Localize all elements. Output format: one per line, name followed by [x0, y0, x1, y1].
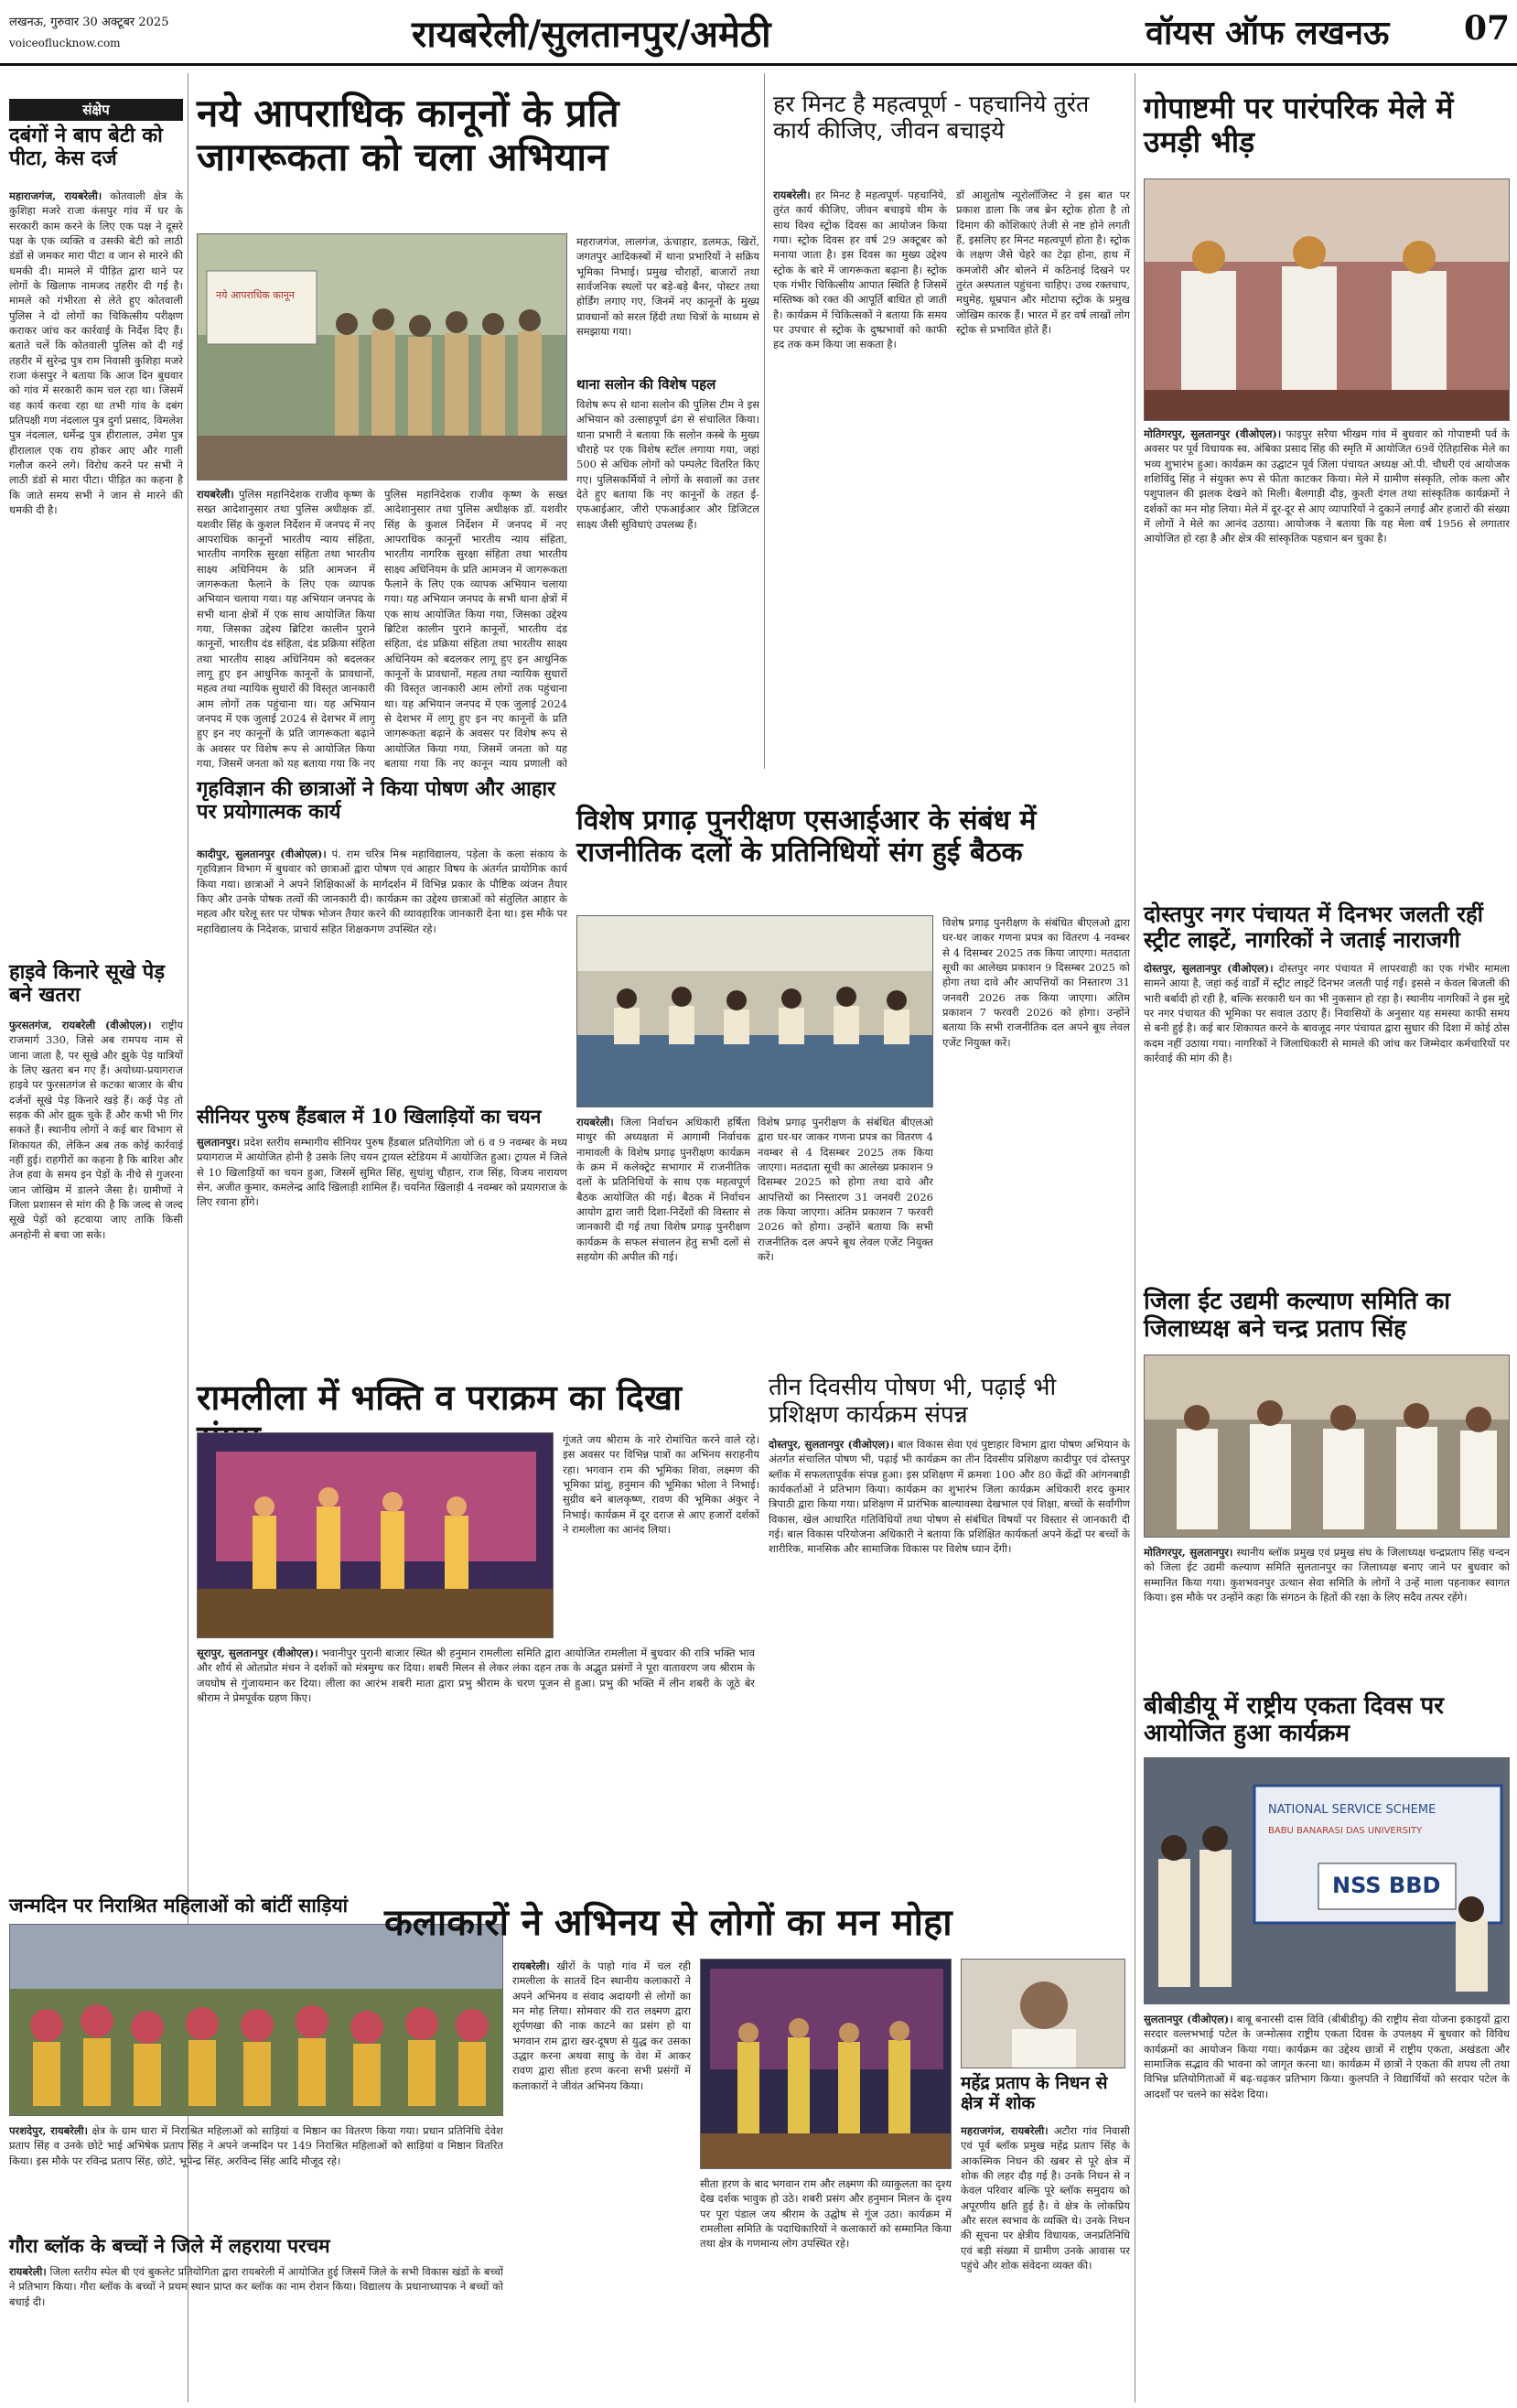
nss-board-text: NSS BBD	[1332, 1873, 1441, 1898]
article-body: डॉ आशुतोष न्यूरोलॉजिस्ट ने इस बात पर प्रकाश डाला कि जब ब्रेन स्ट्रोक होता है तो दिमाग की कोशिकाएं तेजी से नष्ट होने लगती हैं, इसलिए हर मिनट महत्वपूर्ण होता है। स्ट्रोक के लक्षण जैसे चेहरे का टेढ़ा होना, हाथ में कमजोरी और बोलने में कठिनाई दिखने पर तुरंत अस्पताल पहुंचना चाहिए। उच्च रक्तचाप, मधुमेह, धूम्रपान और मोटापा स्ट्रोक के प्रमुख जोखिम कारक हैं। भारत में हर वर्ष लाखों लोग स्ट्रोक से प्रभावित होते हैं।	[956, 189, 1130, 336]
article-body: बाबू बनारसी दास विवि (बीबीडीयू) की राष्ट्रीय सेवा योजना इकाइयों द्वारा सरदार वल्लभभाई पटेल के जन्मोत्सव राष्ट्रीय एकता दिवस के उपलक्ष्य में बुधवार को विविध कार्यक्रमों का आयोजन किया गया। कार्यक्रम का उद्देश्य छात्रों में राष्ट्रीय एकता, अखंडता और सामाजिक सद्भाव की भावना को जागृत करना था। कार्यक्रम में छात्रों ने एकता की शपथ ली तथा विभिन्न प्रतियोगिताओं में बढ़-चढ़कर प्रतिभाग किया। कुलपति ने विद्यार्थियों को सरदार पटेल के आदर्शों पर चलने का संदेश दिया।	[1144, 2013, 1510, 2100]
sir-article-col3	[942, 915, 1130, 1364]
lead-article-body	[197, 487, 375, 771]
dateline: परशदेपुर, रायबरेली।	[9, 2124, 89, 2137]
sir-article-col2	[758, 1115, 933, 1364]
nutrition-headline[interactable]: तीन दिवसीय पोषण भी, पढ़ाई भी प्रशिक्षण कार्यक्रम संपन्न	[769, 1374, 1057, 1429]
streetlights-headline[interactable]: दोस्तपुर नगर पंचायत में दिनभर जलती रहीं स्ट्रीट लाइटें, नागरिकों ने जताई नाराजगी	[1144, 901, 1483, 953]
article-body: भवानीपुर पुरानी बाजार स्थित श्री हनुमान रामलीला समिति द्वारा आयोजित रामलीला में बुधवार की रात्रि भक्ति भाव और शौर्य से ओतप्रोत मंचन ने दर्शकों को मंत्रमुग्ध कर दिया। शबरी मिलन से लेकर लंका दहन तक के अद्भुत प्रसंगों ने पूरा वातावरण जय श्रीराम के जयघोष से गुंजायमान कर दिया। लीला का आरंभ शबरी माता द्वारा प्रभु श्रीराम के चरण पूजन से हुआ। प्रभु की भक्ति में लीन शबरी के जूठे बेर श्रीराम ने प्रेमपूर्वक ग्रहण किए।	[197, 1647, 755, 1704]
ramleela-article-col1	[563, 1432, 759, 1638]
dateline: महराजगंज, रायबरेली।	[961, 2124, 1049, 2137]
article-body: फाइपुर सरैया भीखम गांव में बुधवार को गोपाष्टमी पर्व के अवसर पर पूर्व विधायक स्व. अंबिका प्रसाद सिंह की स्मृति में आयोजित 69वें ऐतिहासिक मेले का भव्य शुभारंभ हुआ। कार्यक्रम का उद्घाटन पूर्व जिला पंचायत अध्यक्ष ओ.पी. चौधरी एवं आयोजक शशिविंदु सिंह ने संयुक्त रूप से फीता काटकर किया। मेले में ग्रामीण संस्कृति, लोक कला और पशुपालन की झलक देखने को मिली। बैलगाड़ी दौड़, कुश्ती दंगल तथा सांस्कृतिक कार्यक्रमों ने दर्शकों का मन मोह लिया। मेले में दूर-दूर से आए व्यापारियों ने दुकानें लगाईं और हजारों की संख्या में लोगों ने मेले का आनंद उठाया। आयोजक ने बताया कि यह मेला वर्ष 1956 से लगातार आयोजित हो रहा है और क्षेत्र की सांस्कृतिक पहचान बन चुका है।	[1144, 427, 1510, 545]
article-body: पं. राम चरित्र मिश्र महाविद्यालय, पड़ेला के कला संकाय के गृहविज्ञान विभाग में बुधवार को छात्राओं द्वारा पोषण एवं आहार विषय के अंतर्गत प्रायोगिक कार्य किया गया। छात्राओं ने अपने शिक्षिकाओं के मार्गदर्शन में विभिन्न प्रकार के पौष्टिक व्यंजन तैयार किए और उनके पोषक तत्वों की जानकारी दी। कार्यक्रम का उद्देश्य छात्राओं को संतुलित आहार के महत्व और घरेलू स्तर पर पोषक भोजन तैयार करने की व्यावहारिक जानकारी देना था। इस मौके पर महाविद्यालय के निदेशक, प्राचार्य सहित शिक्षकगण उपस्थित रहे।	[197, 848, 567, 935]
gopashtami-headline[interactable]: गोपाष्टमी पर पारंपरिक मेले में उमड़ी भीड़	[1144, 91, 1454, 159]
article-body: विशेष प्रगाढ़ पुनरीक्षण के संबंधित बीएलओ द्वारा घर-घर जाकर गणना प्रपत्र का वितरण 4 नवम्बर से 4 दिसम्बर 2025 तक किया जाएगा। मतदाता सूची का आलेख्य प्रकाशन 9 दिसम्बर 2025 को होगा तथा दावे और आपत्तियों का निस्तारण 31 जनवरी 2026 तक किया जाएगा। अंतिम प्रकाशन 7 फरवरी 2026 को होगा। उन्होंने बताया कि सभी राजनीतिक दल अपने बूथ लेवल एजेंट नियुक्त करें।	[758, 1116, 933, 1263]
dateline: रायबरेली।	[197, 488, 234, 501]
ramleela-stage-photo	[197, 1432, 554, 1638]
obituary-portrait-photo	[961, 1959, 1125, 2068]
women-sarees-photo	[9, 1924, 503, 2116]
article-body: विशेष रूप से थाना सलोन की पुलिस टीम ने इस अभियान को उत्साहपूर्ण ढंग से संचालित किया। थाना प्रभारी ने बताया कि सलोन कस्बे के मुख्य चौराहे पर एक विशेष स्टॉल लगाया गया, जहां 500 से अधिक लोगों को पम्पलेट वितरित किए गए। पुलिसकर्मियों ने लोगों के सवालों का उत्तर देते हुए बताया कि नए कानूनों के तहत ई-एफआईआर, जीरो एफआईआर और डिजिटल साक्ष्य जैसी सुविधाएं उपलब्ध हैं।	[576, 398, 759, 531]
home-science-article	[197, 847, 567, 1098]
sidebar-headline-2[interactable]: हाइवे किनारे सूखे पेड़ बने खतरा	[9, 960, 166, 1008]
sir-meeting-headline[interactable]: विशेष प्रगाढ़ पुनरीक्षण एसआईआर के संबंध में राजनीतिक दलों के प्रतिनिधियों संग हुई बैठक	[576, 804, 1037, 869]
nutrition-article	[769, 1437, 1130, 1895]
dateline: मोतिगरपुर, सुलतानपुर।	[1144, 1546, 1233, 1559]
masthead	[0, 0, 1517, 66]
article-body: पुलिस महानिदेशक राजीव कृष्ण के सख्त आदेशानुसार तथा पुलिस अधीक्षक डॉ. यशवीर सिंह के कुशल निर्देशन में जनपद में नए आपराधिक कानूनों भारतीय न्याय संहिता, भारतीय नागरिक सुरक्षा संहिता तथा भारतीय साक्ष्य अधिनियम के प्रति आमजन में जागरूकता फैलाने के लिए एक व्यापक अभियान चलाया गया। यह अभियान जनपद के सभी थाना क्षेत्रों में एक साथ आयोजित किया गया, जिसका उद्देश्य ब्रिटिश कालीन पुराने कानूनों, भारतीय दंड संहिता, दंड प्रक्रिया संहिता तथा भारतीय साक्ष्य अधिनियम को बदलकर लागू हुए इन आधुनिक कानूनों के प्रावधानों, महत्व तथा न्यायिक सुधारों की विस्तृत जानकारी आम लोगों तक पहुंचाना था। यह अभियान जनपद में एक जुलाई 2024 से देशभर में लागू हुए इन नए कानूनों के प्रति जागरूकता बढ़ाने के अवसर पर विशेष रूप से आयोजित किया गया, जिसमें जनता को यह बताया गया कि नए कानून न्याय प्रणाली को	[384, 488, 567, 770]
article-body: स्थानीय ब्लॉक प्रमुख एवं प्रमुख संघ के जिलाध्यक्ष चन्द्रप्रताप सिंह चन्दन को जिला ईट उद्यमी कल्याण समिति सुलतानपुर का जिलाध्यक्ष बनाए जाने पर बुधवार को सम्मानित किया गया। कुशभवनपुर उत्थान सेवा समिति के लोगों ने उन्हें माला पहनाकर स्वागत किया। इस मौके पर उन्होंने कहा कि संगठन के हितों की रक्षा के लिए सदैव तत्पर रहेंगे।	[1144, 1546, 1510, 1604]
dateline: दोस्तपुर, सुलतानपुर (वीओएल)।	[1144, 962, 1274, 975]
handball-headline[interactable]: सीनियर पुरुष हैंडबाल में 10 खिलाड़ियों का चयन	[197, 1105, 542, 1128]
dateline: कादीपुर, सुलतानपुर (वीओएल)।	[197, 848, 327, 860]
stroke-article-col1	[773, 188, 947, 773]
sanchhep-tag: संक्षेप	[9, 99, 183, 121]
home-science-headline[interactable]: गृहविज्ञान की छात्राओं ने किया पोषण और आहार पर प्रयोगात्मक कार्य	[197, 777, 556, 825]
lead-article-body-col4	[576, 397, 759, 771]
article-body: दोस्तपुर नगर पंचायत में लापरवाही का एक गंभीर मामला सामने आया है, जहां कई वार्डों में स्ट्रीट लाइटें दिनभर जलती पाई गईं। इससे न केवल बिजली की भारी बर्बादी हो रही है, बल्कि सरकारी धन का भी नुकसान हो रहा है। स्थानीय नागरिकों ने इस मुद्दे पर नगर पंचायत की भूमिका पर सवाल उठाए हैं। निवासियों के अनुसार यह समस्या काफी समय से बनी हुई है। कई बार शिकायत करने के बावजूद नगर पंचायत द्वारा सुधार की दिशा में कोई ठोस कदम नहीं उठाया गया। नागरिकों ने जिलाधिकारी से मामले की जांच कर जिम्मेदार कर्मचारियों पर कार्रवाई की मांग की है।	[1144, 962, 1510, 1064]
stroke-article-col2	[956, 188, 1130, 773]
article-body: विशेष प्रगाढ़ पुनरीक्षण के संबंधित बीएलओ द्वारा घर-घर जाकर गणना प्रपत्र का वितरण 4 नवम्बर से 4 दिसम्बर 2025 तक किया जाएगा। मतदाता सूची का आलेख्य प्रकाशन 9 दिसम्बर 2025 को होगा तथा दावे और आपत्तियों का निस्तारण 31 जनवरी 2026 तक किया जाएगा। अंतिम प्रकाशन 7 फरवरी 2026 को होगा। उन्होंने बताया कि सभी राजनीतिक दल अपने बूथ लेवल एजेंट नियुक्त करें।	[942, 916, 1130, 1049]
dateline: रायबरेली।	[773, 189, 811, 201]
article-body: खीरों के पाहो गांव में चल रही रामलीला के सातवें दिन स्थानीय कलाकारों ने अपने अभिनय व संवाद अदायगी से लोगों का मन मोह लिया। सोमवार की रात लक्ष्मण द्वारा शूर्पणखा की नाक काटने का प्रसंग हो या भगवान राम द्वारा खर-दूषण से युद्ध कर उसका उद्धार करना अथवा साधु के वेश में आकर रावण द्वारा सीता हरण करना सभी प्रसंगों में कलाकारों ने जीवंत अभिनय किया।	[512, 1960, 691, 2092]
gopashtami-photo	[1144, 178, 1510, 421]
dateline: सूरापुर, सुलतानपुर (वीओएल)।	[197, 1647, 318, 1659]
artists-article-col2	[700, 2176, 952, 2403]
article-body: क्षेत्र के ग्राम धारा में निराश्रित महिलाओं को साड़ियां व मिष्ठान का वितरण किया गया। प्रधान प्रतिनिधि देवेश प्रताप सिंह व उनके छोटे भाई अभिषेक प्रताप सिंह ने अपने जन्मदिन पर 149 निराश्रित महिलाओं को साड़ियां व मिष्ठान वितरित किया। इस मौके पर रविन्द्र प्रताप सिंह, छोटे, भूपेन्द्र सिंह, अरविन्द सिंह आदि मौजूद रहे।	[9, 2124, 503, 2167]
article-body: हर मिनट है महत्वपूर्ण- पहचानिये, तुरंत कार्य कीजिए, जीवन बचाइये थीम के साथ विश्व स्ट्रोक दिवस का आयोजन किया गया। स्ट्रोक दिवस हर वर्ष 29 अक्टूबर को मनाया जाता है। इस दिवस का मुख्य उद्देश्य स्ट्रोक के बारे में जागरूकता बढ़ाना है। स्ट्रोक एक गंभीर चिकित्सीय आपात स्थिति है जिसमें मस्तिष्क को रक्त की आपूर्ति बाधित हो जाती है। कार्यक्रम में चिकित्सकों ने बताया कि समय पर उपचार से स्ट्रोक के दुष्प्रभावों को काफी हद तक कम किया जा सकता है।	[773, 189, 947, 351]
article-body: कोतवाली क्षेत्र के कुशिहा मजरे राजा कंसपुर गांव में घर के सरकारी काम करने के लिए एक पक्ष ने दूसरे पक्ष के एक व्यक्ति व उसकी बेटी को लाठी डंडों से जमकर मारा पीटा व जान से मारने की धमकी दी। मामले में पीड़ित द्वारा थाने पर लोगों के खिलाफ नामजद तहरीर दी गई है। मामले को गंभीरता से लेते हुए कोतवाली पुलिस ने दो लोगों का चिकित्सीय परीक्षण कराकर जांच कर कार्रवाई के निर्देश दिए हैं। बताते चलें कि कोतवाली पुलिस को दी गई तहरीर में सुरेन्द्र पुत्र राम निवासी कुशिहा मजरे राजा कंसपुर ने बताया कि आज दिन बुधवार को गांव में सरकारी काम चल रहा था। जिसमें वह कार्य करवा रहा था तभी गांव के दबंग प्रतिपक्षी गण नंदलाल पुत्र दुर्गा प्रसाद, विमलेश पुत्र नंदलाल, धर्मेन्द्र पुत्र हीरालाल, उमेश पुत्र हीरालाल एक राय होकर आए और गाली गलौज करने लगे। विरोध करने पर सभी ने लाठी डंडों से मारा पीटा। पीड़ित का कहना है कि जाते समय सभी ने जान से मारने की धमकी दी है।	[9, 189, 183, 516]
dateline: मोतिगरपुर, सुलतानपुर (वीओएल)।	[1144, 427, 1282, 440]
handball-article	[197, 1135, 567, 1364]
streetlights-article	[1144, 961, 1510, 1281]
dateline: दोस्तपुर, सुलतानपुर (वीओएल)।	[769, 1438, 894, 1451]
dateline: रायबरेली।	[576, 1116, 614, 1128]
gopashtami-article	[1144, 427, 1510, 893]
bbdu-nss-photo	[1144, 1757, 1510, 2004]
column-divider	[764, 73, 765, 769]
article-body: गूंजते जय श्रीराम के नारे रोमांचित करने वाले रहे। इस अवसर पर विभिन्न पात्रों का अभिनय सराहनीय रहा। भगवान राम की भूमिका शिवा, लक्ष्मण की भूमिका प्रांशु, हनुमान की भूमिका भोला ने निभाई। सुग्रीव बने बालकृष्ण, रावण की भूमिका अंकुर ने निभाई। कार्यक्रम में दूर दराज से आए हजारों दर्शकों ने रामलीला का आनंद लिया।	[563, 1433, 759, 1536]
ramleela-article-col2	[197, 1646, 755, 1893]
article-body: महराजगंज, लालगंज, ऊंचाहार, डलमऊ, खिरों, जगतपुर आदिकस्बों में थाना प्रभारियों ने सक्रिय भूमिका निभाई। प्रमुख चौराहों, बाजारों तथा सार्वजनिक स्थलों पर बड़े-बड़े बैनर, पोस्टर तथा होर्डिंग लगाए गए, जिनमें नए कानूनों के मुख्य प्रावधानों को सरल हिंदी तथा चित्रों के माध्यम से समझाया गया।	[576, 235, 759, 338]
university-banner-text: BABU BANARASI DAS UNIVERSITY	[1268, 1826, 1423, 1836]
obituary-article	[961, 2123, 1130, 2403]
page-number: 07	[1464, 9, 1511, 48]
dateline: रायबरेली।	[9, 2265, 47, 2278]
dateline: फुरसतगंज, रायबरेली (वीओएल)।	[9, 1019, 152, 1031]
sidebar-headline-4[interactable]: गौरा ब्लॉक के बच्चों ने जिले में लहराया परचम	[9, 2234, 330, 2257]
sidebar-article-1	[9, 189, 183, 948]
sidebar-article-3	[9, 2123, 503, 2229]
lead-article-body-col3	[576, 234, 759, 372]
article-body: अटौरा गांव निवासी एवं पूर्व ब्लॉक प्रमुख महेंद्र प्रताप सिंह के आकस्मिक निधन की खबर से पूरे क्षेत्र में शोक की लहर दौड़ गई है। उनके निधन से न केवल परिवार बल्कि पूरे ब्लॉक समुदाय को अपूरणीय क्षति हुई है। वे क्षेत्र के लोकप्रिय और सरल स्वभाव के व्यक्ति थे। उनके निधन की सूचना पर क्षेत्रीय विधायक, जनप्रतिनिधि एवं बड़ी संख्या में ग्रामीण उनके आवास पर पहुंचे और शोक संवेदना व्यक्त की।	[961, 2124, 1130, 2272]
article-body: प्रदेश स्तरीय सम्भागीय सीनियर पुरुष हैंडबाल प्रतियोगिता जो 6 व 9 नवम्बर के मध्य प्रयागराज में आयोजित होनी है उसके लिए चयन ट्रायल स्टेडियम में आयोजित हुआ। ट्रायल में जिले से 10 खिलाड़ियों का चयन हुआ, जिसमें सुमित सिंह, सुधांशु चौहान, राज सिंह, विजय नारायण सेन, अजीत कुमार, कमलेन्द्र आदि खिलाड़ी शामिल हैं। चयनित खिलाड़ी 4 नवम्बर को प्रयागराज के लिए रवाना होंगे।	[197, 1136, 567, 1209]
sidebar-article-2	[9, 1018, 183, 1878]
kalyan-samiti-headline[interactable]: जिला ईट उद्यमी कल्याण समिति का जिलाध्यक्ष बने चन्द्र प्रताप सिंह	[1144, 1288, 1451, 1343]
issue-date: लखनऊ, गुरुवार 30 अक्टूबर 2025	[9, 16, 169, 29]
article-body: बाल विकास सेवा एवं पुष्टाहार विभाग द्वारा पोषण अभियान के अंतर्गत संचालित पोषण भी, पढ़ाई भी कार्यक्रम का तीन दिवसीय प्रशिक्षण कादीपुर एवं दोस्तपुर ब्लॉक में सफलतापूर्वक संपन्न हुआ। इस प्रशिक्षण में क्रमशः 100 और 80 केंद्रों की आंगनबाड़ी कार्यकर्ताओं ने प्रतिभाग किया। कार्यक्रम का शुभारंभ जिला कार्यक्रम अधिकारी शरद कुमार त्रिपाठी द्वारा किया गया। प्रशिक्षण में प्रारंभिक बाल्यावस्था देखभाल एवं शिक्षा, बच्चों के सर्वांगीण विकास, खेल आधारित गतिविधियों तथा पोषण से संबंधित विषयों पर विस्तार से जानकारी दी गई। बाल विकास परियोजना अधिकारी ने बताया कि प्रशिक्षित कार्यकर्ता अपने केंद्रों पर बच्चों के शारीरिक, मानसिक और सामाजिक विकास पर विशेष ध्यान देंगी।	[769, 1438, 1130, 1556]
kalyan-samiti-photo	[1144, 1355, 1510, 1538]
lead-headline[interactable]: नये आपराधिक कानूनों के प्रति जागरूकता को चला अभियान	[197, 91, 619, 180]
section-title: रायबरेली/सुलतानपुर/अमेठी	[412, 13, 771, 56]
kalyan-samiti-article	[1144, 1545, 1510, 1682]
stroke-headline[interactable]: हर मिनट है महत्वपूर्ण - पहचानिये तुरंत कार्य कीजिए, जीवन बचाइये	[773, 91, 1090, 144]
article-body: सीता हरण के बाद भगवान राम और लक्ष्मण की व्याकुलता का दृश्य देख दर्शक भावुक हो उठे। शबरी प्रसंग और हनुमान मिलन के दृश्य पर पूरा पंडाल जय श्रीराम के उद्घोष से गूंज उठा। कार्यक्रम में रामलीला समिति के पदाधिकारियों ने कलाकारों को सम्मानित किया तथा क्षेत्र के गणमान्य लोग उपस्थित रहे।	[700, 2177, 952, 2251]
article-body: जिला स्तरीय स्पेल बी एवं बुकलेट प्रतियोगिता द्वारा रायबरेली में आयोजित हुई जिसमें जिले के सभी विकास खंडों के बच्चों ने प्रतिभाग किया। गौरा ब्लॉक के बच्चों ने प्रथम स्थान प्राप्त कर ब्लॉक का नाम रोशन किया। विद्यालय के प्रधानाध्यापक ने बच्चों को बधाई दी।	[9, 2265, 503, 2308]
bbdu-article	[1144, 2012, 1510, 2403]
sir-meeting-photo	[576, 915, 933, 1107]
article-body: जिला निर्वाचन अधिकारी हर्षिता माथुर की अध्यक्षता में आगामी निर्वाचक नामावली के विशेष प्रगाढ़ पुनरीक्षण कार्यक्रम के क्रम में कलेक्ट्रेट सभागार में राजनीतिक दलों के प्रतिनिधियों के साथ एक महत्वपूर्ण बैठक आयोजित की गई। बैठक में निर्वाचन आयोग द्वारा जारी दिशा-निर्देशों की विस्तार से जानकारी दी गई तथा विशेष प्रगाढ़ पुनरीक्षण कार्यक्रम के सफल संचालन हेतु सभी दलों से सहयोग की अपील की गई।	[576, 1116, 750, 1263]
sidebar-headline-3[interactable]: जन्मदिन पर निराश्रित महिलाओं को बांटीं साड़ियां	[9, 1894, 349, 1917]
dateline: सुलतानपुर।	[197, 1136, 241, 1149]
sir-article-col1	[576, 1115, 750, 1364]
ramleela-headline[interactable]: रामलीला में भक्ति व पराक्रम का दिखा	[197, 1377, 682, 1418]
dateline: महाराजगंज, रायबरेली।	[9, 189, 102, 202]
dateline: रायबरेली।	[512, 1960, 550, 1972]
lead-sub-headline: थाना सलोन की विशेष पहल	[576, 376, 716, 393]
article-body: राष्ट्रीय राजमार्ग 330, जिसे अब रामपथ नाम से जाना जाता है, पर सूखे और झुके पेड़ यात्रियों के लिए खतरा बन गए हैं। अयोध्या-प्रयागराज हाइवे पर फुरसतगंज से कटका बाजार के बीच दर्जनों सूखे पेड़ किनारे खड़े हैं। कई पेड़ तो सड़क की ओर झुक चुके हैं और कभी भी गिर सकते हैं। स्थानीय लोगों ने कई बार विभाग से शिकायत की, लेकिन अब तक कोई कार्रवाई नहीं हुई। राहगीरों का कहना है कि बारिश और तेज हवा के समय इन पेड़ों के नीचे से गुजरना जान जोखिम में डालने जैसा है। ग्रामीणों ने जिला प्रशासन से मांग की है कि जल्द से जल्द सूखे पेड़ों को हटवाया जाए ताकि किसी अनहोनी से बचा जा सके।	[9, 1019, 183, 1241]
lead-article-body-col2	[384, 487, 567, 771]
nss-banner-text: NATIONAL SERVICE SCHEME	[1268, 1803, 1436, 1817]
article-body: पुलिस महानिदेशक राजीव कृष्ण के सख्त आदेशानुसार तथा पुलिस अधीक्षक डॉ. यशवीर सिंह के कुशल निर्देशन में जनपद में नए आपराधिक कानूनों भारतीय न्याय संहिता, भारतीय नागरिक सुरक्षा संहिता तथा भारतीय साक्ष्य अधिनियम के प्रति आमजन में जागरूकता फैलाने के लिए एक व्यापक अभियान चलाया गया। यह अभियान जनपद के सभी थाना क्षेत्रों में एक साथ आयोजित किया गया, जिसका उद्देश्य ब्रिटिश कालीन पुराने कानूनों, भारतीय दंड संहिता, दंड प्रक्रिया संहिता तथा भारतीय साक्ष्य अधिनियम को बदलकर लागू हुए इन आधुनिक कानूनों के प्रावधानों, महत्व तथा न्यायिक सुधारों की विस्तृत जानकारी आम लोगों तक पहुंचाना था। यह अभियान जनपद में एक जुलाई 2024 से देशभर में लागू हुए इन नए कानूनों के प्रति जागरूकता बढ़ाने के अवसर पर विशेष रूप से आयोजित किया गया, जिसमें जनता को यह बताया गया कि नए	[197, 488, 375, 770]
lead-police-photo	[197, 233, 567, 481]
artists-article-col1	[512, 1959, 691, 2403]
photo-banner-text: नये आपराधिक कानून	[216, 289, 295, 301]
artists-headline[interactable]: कलाकारों ने अभिनय से लोगों का मन मोहा	[384, 1901, 952, 1944]
website-link[interactable]: voiceoflucknow.com	[9, 37, 121, 49]
bbdu-headline[interactable]: बीबीडीयू में राष्ट्रीय एकता दिवस पर आयोजित हुआ कार्यक्रम	[1144, 1692, 1444, 1747]
artists-stage-photo	[700, 1959, 952, 2169]
newspaper-brand: वॉयस ऑफ लखनऊ	[1146, 14, 1390, 52]
obituary-headline[interactable]: महेंद्र प्रताप के निधन से क्षेत्र में शोक	[961, 2073, 1108, 2113]
sidebar-headline-1[interactable]: दबंगों ने बाप बेटी को पीटा, केस दर्ज	[9, 124, 163, 171]
sidebar-article-4	[9, 2264, 503, 2402]
dateline: सुलतानपुर (वीओएल)।	[1144, 2013, 1233, 2025]
